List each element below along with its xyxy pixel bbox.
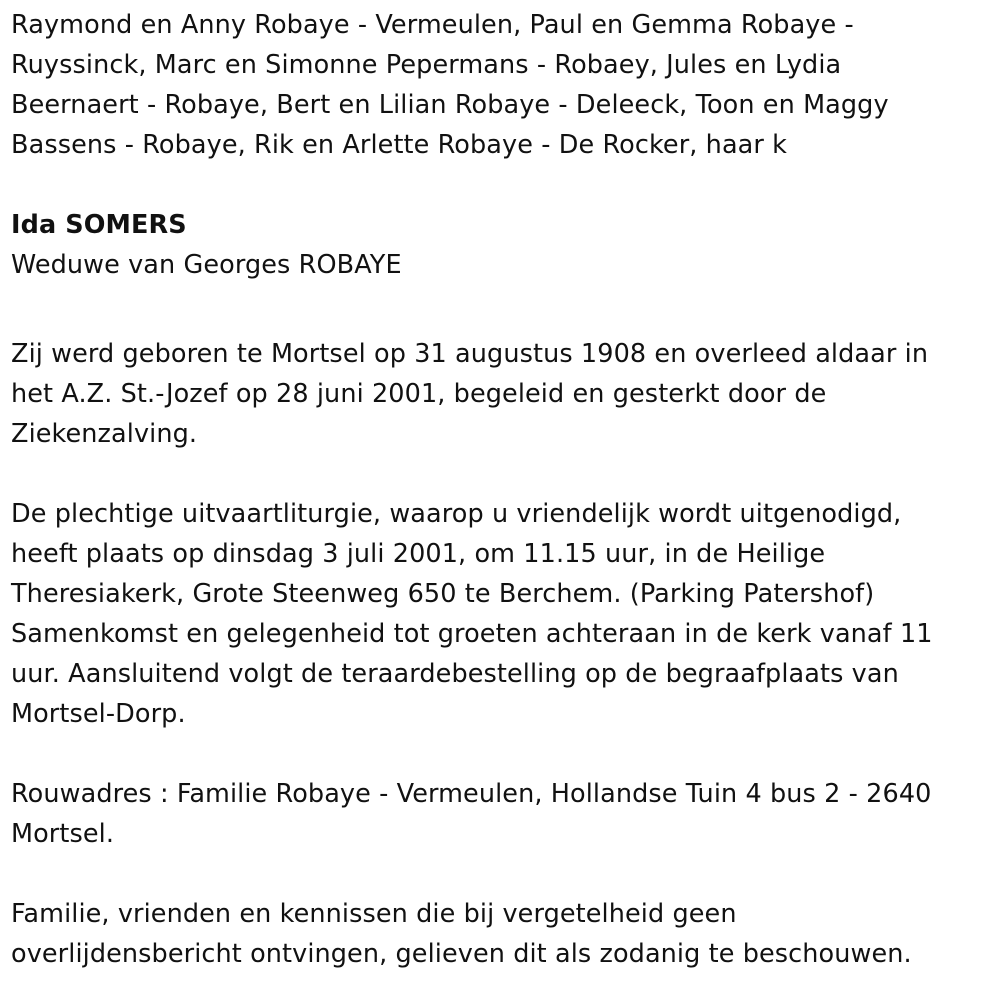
funeral-line: Samenkomst en gelegenheid tot groeten achteraan in de kerk vanaf 11 bbox=[11, 619, 933, 649]
funeral-line: Mortsel-Dorp. bbox=[11, 699, 186, 729]
intro-line: Bassens - Robaye, Rik en Arlette Robaye - De Rocker, haar k bbox=[11, 130, 788, 160]
funeral-line: De plechtige uitvaartliturgie, waarop u vriendelijk wordt uitgenodigd, bbox=[11, 499, 902, 529]
address-line: Mortsel. bbox=[11, 819, 115, 849]
birth-death-line: Zij werd geboren te Mortsel op 31 augustus 1908 en overleed aldaar in bbox=[11, 339, 929, 369]
deceased-name: Ida SOMERS bbox=[11, 210, 187, 240]
funeral-line: heeft plaats op dinsdag 3 juli 2001, om 11.15 uur, in de Heilige bbox=[11, 539, 826, 569]
closing-line: Familie, vrienden en kennissen die bij vergetelheid geen bbox=[11, 899, 737, 929]
funeral-line: Theresiakerk, Grote Steenweg 650 te Berchem. (Parking Patershof) bbox=[11, 579, 875, 609]
intro-line: Ruyssinck, Marc en Simonne Pepermans - Robaey, Jules en Lydia bbox=[11, 50, 842, 80]
closing-line: overlijdensbericht ontvingen, gelieven dit als zodanig te beschouwen. bbox=[11, 939, 912, 969]
intro-line: Raymond en Anny Robaye - Vermeulen, Paul en Gemma Robaye - bbox=[11, 10, 854, 40]
address-line: Rouwadres : Familie Robaye - Vermeulen, Hollandse Tuin 4 bus 2 - 2640 bbox=[11, 779, 932, 809]
funeral-line: uur. Aansluitend volgt de teraardebestelling op de begraafplaats van bbox=[11, 659, 899, 689]
birth-death-line: het A.Z. St.-Jozef op 28 juni 2001, begeleid en gesterkt door de bbox=[11, 379, 827, 409]
birth-death-line: Ziekenzalving. bbox=[11, 419, 198, 449]
intro-line: Beernaert - Robaye, Bert en Lilian Robaye - Deleeck, Toon en Maggy bbox=[11, 90, 889, 120]
deceased-subtitle: Weduwe van Georges ROBAYE bbox=[11, 250, 402, 280]
